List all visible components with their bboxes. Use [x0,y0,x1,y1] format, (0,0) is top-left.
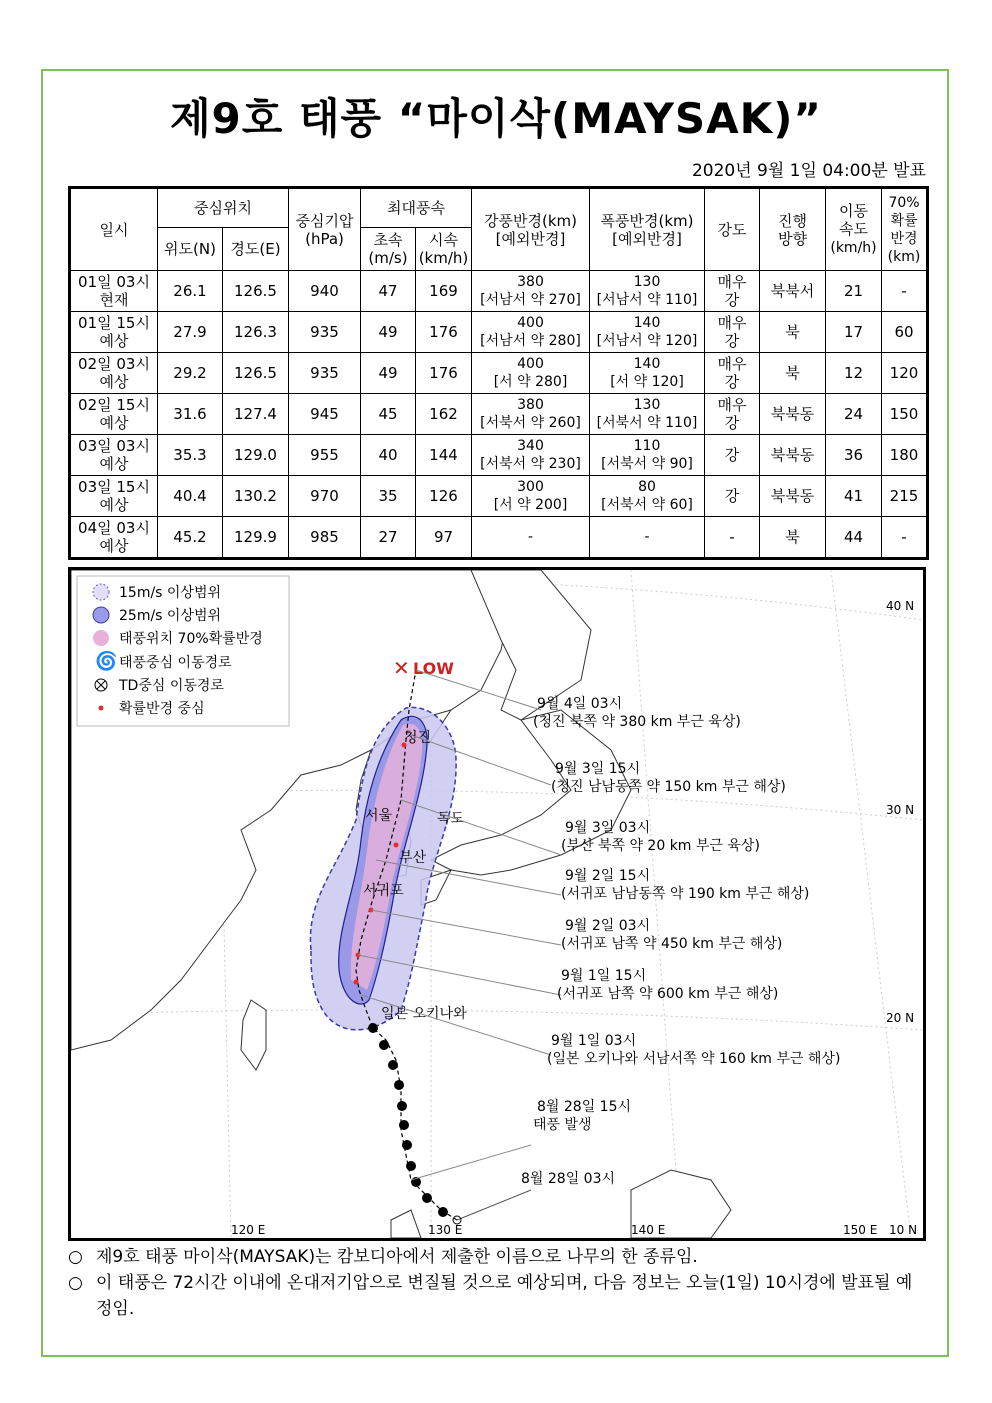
cell-kmh: 97 [416,517,472,559]
cell-kmh: 144 [416,435,472,476]
cell-speed: 24 [826,394,882,435]
track-point [423,1194,432,1203]
map-svg [71,570,923,1238]
cell-pressure: 935 [289,353,361,394]
annotation-time: 9월 2일 03시 [565,918,651,934]
cell-direction: 북북동 [760,394,826,435]
cell-ms: 49 [361,312,416,353]
annotation-desc: (일본 오키나와 서남서쪽 약 160 km 부근 해상) [547,1051,841,1067]
annotation-time: 9월 4일 03시 [537,696,623,712]
track-point [389,1061,398,1070]
annotation-desc: (부산 북쪽 약 20 km 부근 육상) [561,838,760,854]
note-item [68,1270,928,1322]
table-row [70,435,928,476]
header-intensity: 강도 [705,188,760,271]
cell-lat: 26.1 [158,271,223,312]
lon-label: 140 E [631,1223,666,1237]
cell-time: 01일 15시 예상 [70,312,158,353]
cell-storm-radius: 140 [서남서 약 120] [590,312,705,353]
cell-storm-radius: 130 [서남서 약 110] [590,271,705,312]
cell-time: 03일 15시 예상 [70,476,158,517]
header-speed: 이동 속도 (km/h) [826,188,882,271]
legend-item: 태풍위치 70%확률반경 [119,631,263,647]
header-pressure: 중심기압 (hPa) [289,188,361,271]
annotation-time: 8월 28일 03시 [521,1171,616,1187]
cell-lat: 31.6 [158,394,223,435]
cell-strong-radius: 400 [서 약 280] [472,353,590,394]
table-row [70,271,928,312]
cell-speed: 44 [826,517,882,559]
annotation-time: 8월 28일 15시 [537,1099,632,1115]
cell-speed: 41 [826,476,882,517]
cell-direction: 북북동 [760,476,826,517]
cell-prob: 120 [882,353,928,394]
annotation-desc: (청진 북쪽 약 380 km 부근 육상) [533,714,741,730]
track-point [403,1141,412,1150]
cell-speed: 36 [826,435,882,476]
cell-direction: 북 [760,517,826,559]
place-label: 독도 [437,811,465,827]
note-text: 제9호 태풍 마이삭(MAYSAK)는 캄보디아에서 제출한 이름으로 나무의 한 종류임. [96,1247,698,1267]
track-point [400,1121,409,1130]
cell-pressure: 970 [289,476,361,517]
annotation-time: 9월 3일 15시 [555,761,641,777]
lat-label: 20 N [886,1011,915,1025]
cell-prob: 215 [882,476,928,517]
note-bullet: ○ [68,1273,83,1293]
place-label: 일본 오키나와 [381,1006,467,1022]
svg-text:🌀: 🌀 [95,651,118,672]
forecast-table [68,186,929,560]
legend-item: 25m/s 이상범위 [119,608,222,624]
place-label: 서귀포 [363,883,404,899]
low-marker [393,656,454,680]
cell-kmh: 176 [416,312,472,353]
issued-time: 2020년 9월 1일 04:00분 발표 [691,161,926,181]
note-text: 이 태풍은 72시간 이내에 온대저기압으로 변질될 것으로 예상되며, 다음 정보는 오늘(1일) 10시경에 발표될 예정임. [96,1273,913,1319]
track-point [369,1024,378,1033]
legend-item: 15m/s 이상범위 [119,585,222,601]
cell-lon: 127.4 [223,394,289,435]
cell-ms: 40 [361,435,416,476]
page-title: 제9호 태풍 “마이삭(MAYSAK)” [169,94,823,143]
place-label: 서울 [365,808,393,824]
cell-strong-radius: 380 [서북서 약 260] [472,394,590,435]
legend-item: TD중심 이동경로 [119,678,224,694]
cell-prob: - [882,271,928,312]
cell-intensity: - [705,517,760,559]
cell-direction: 북 [760,353,826,394]
svg-text:✕: ✕ [393,656,410,680]
cell-storm-radius: 110 [서북서 약 90] [590,435,705,476]
cell-lon: 129.9 [223,517,289,559]
lon-label: 130 E [428,1223,463,1237]
track-point [407,1162,416,1171]
cell-strong-radius: 340 [서북서 약 230] [472,435,590,476]
annotation-time: 9월 1일 03시 [551,1033,637,1049]
cell-lon: 126.5 [223,353,289,394]
cell-intensity: 강 [705,435,760,476]
cell-ms: 49 [361,353,416,394]
cell-lon: 129.0 [223,435,289,476]
track-point [398,1102,407,1111]
cell-time: 02일 03시 예상 [70,353,158,394]
cell-strong-radius: 400 [서남서 약 280] [472,312,590,353]
place-label: 청진 [404,730,432,746]
cell-kmh: 176 [416,353,472,394]
legend-item: 태풍중심 이동경로 [119,655,232,671]
track-point [380,1041,389,1050]
place-label: 부산 [399,850,427,866]
cell-time: 01일 03시 현재 [70,271,158,312]
cell-time: 02일 15시 예상 [70,394,158,435]
annotation-time: 9월 3일 03시 [565,820,651,836]
cell-storm-radius: 80 [서북서 약 60] [590,476,705,517]
lon-label: 120 E [231,1223,266,1237]
notes [68,1244,928,1322]
cell-lon: 126.5 [223,271,289,312]
annotation-desc: (서귀포 남쪽 약 600 km 부근 해상) [557,986,779,1002]
typhoon-track-map [68,567,926,1241]
cell-lat: 40.4 [158,476,223,517]
track-point [439,1208,448,1217]
cell-lat: 45.2 [158,517,223,559]
cell-speed: 21 [826,271,882,312]
cell-speed: 12 [826,353,882,394]
cell-intensity: 매우 강 [705,271,760,312]
header-time: 일시 [70,188,158,271]
table-row [70,312,928,353]
cell-time: 04일 03시 예상 [70,517,158,559]
legend-item: 확률반경 중심 [119,701,205,717]
header-direction: 진행 방향 [760,188,826,271]
header-prob-radius: 70% 확률 반경 (km) [882,188,928,271]
lon-label: 150 E [843,1223,878,1237]
cell-strong-radius: - [472,517,590,559]
cell-intensity: 매우 강 [705,353,760,394]
annotation-desc: (서귀포 남쪽 약 450 km 부근 해상) [561,936,783,952]
cell-pressure: 945 [289,394,361,435]
cell-lon: 126.3 [223,312,289,353]
cell-prob: 60 [882,312,928,353]
header-center: 중심위치 [158,188,289,228]
header-lat: 위도(N) [158,228,223,271]
annotation-time: 9월 1일 15시 [561,968,647,984]
table-row [70,476,928,517]
cell-lat: 29.2 [158,353,223,394]
annotation-desc: 태풍 발생 [533,1117,592,1133]
cell-pressure: 985 [289,517,361,559]
cell-intensity: 강 [705,476,760,517]
cell-intensity: 매우 강 [705,312,760,353]
annotation-desc: (청진 남남동쪽 약 150 km 부근 해상) [551,779,786,795]
cell-direction: 북 [760,312,826,353]
cell-pressure: 940 [289,271,361,312]
cell-pressure: 955 [289,435,361,476]
header-maxwind: 최대풍속 [361,188,472,228]
cell-direction: 북북서 [760,271,826,312]
note-item [68,1244,928,1270]
header-strong-radius: 강풍반경(km) [예외반경] [472,188,590,271]
low-label: LOW [413,659,454,678]
track-points [369,1024,462,1225]
cell-direction: 북북동 [760,435,826,476]
table-row [70,517,928,559]
track-point [395,1081,404,1090]
cell-storm-radius: 130 [서북서 약 110] [590,394,705,435]
header-kmh: 시속 (km/h) [416,228,472,271]
table-row [70,353,928,394]
cell-lat: 35.3 [158,435,223,476]
lat-label: 10 N [889,1223,918,1237]
annotation-time: 9월 2일 15시 [565,868,651,884]
cell-lon: 130.2 [223,476,289,517]
cell-time: 03일 03시 예상 [70,435,158,476]
annotations [521,695,840,1187]
cell-storm-radius: - [590,517,705,559]
cell-lat: 27.9 [158,312,223,353]
cell-pressure: 935 [289,312,361,353]
cell-strong-radius: 380 [서남서 약 270] [472,271,590,312]
cell-prob: - [882,517,928,559]
cell-ms: 45 [361,394,416,435]
header-storm-radius: 폭풍반경(km) [예외반경] [590,188,705,271]
cell-speed: 17 [826,312,882,353]
lat-label: 40 N [886,599,915,613]
cell-strong-radius: 300 [서 약 200] [472,476,590,517]
cell-prob: 150 [882,394,928,435]
cell-storm-radius: 140 [서 약 120] [590,353,705,394]
cell-prob: 180 [882,435,928,476]
cell-ms: 47 [361,271,416,312]
cell-ms: 35 [361,476,416,517]
cell-ms: 27 [361,517,416,559]
map-legend [77,576,289,726]
header-ms: 초속 (m/s) [361,228,416,271]
lat-label: 30 N [886,803,915,817]
cell-kmh: 162 [416,394,472,435]
cell-kmh: 169 [416,271,472,312]
note-bullet: ○ [68,1247,83,1267]
cell-kmh: 126 [416,476,472,517]
header-lon: 경도(E) [223,228,289,271]
table-row [70,394,928,435]
annotation-desc: (서귀포 남남동쪽 약 190 km 부근 해상) [561,886,810,902]
cell-intensity: 매우 강 [705,394,760,435]
